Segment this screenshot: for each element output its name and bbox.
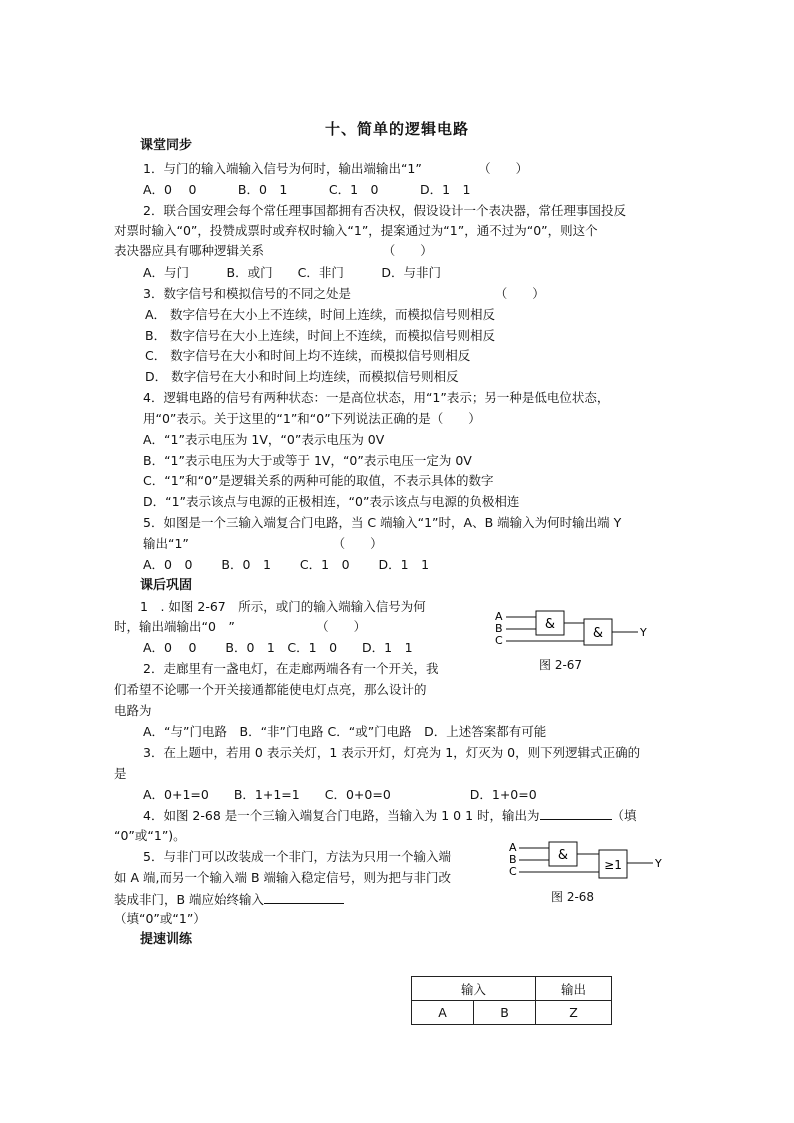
figure-2-68-diagram bbox=[505, 838, 670, 884]
p4-fill-hint: （填 bbox=[611, 808, 637, 823]
q5-text-line2: 输出“1” （ ） bbox=[143, 536, 383, 551]
fig67-label-y: Y bbox=[640, 626, 647, 639]
fig68-label-a: A bbox=[509, 841, 517, 854]
p4-answer-blank[interactable] bbox=[540, 806, 612, 820]
p3-text-line1: 3．在上题中，若用 0 表示关灯，1 表示开灯，灯亮为 1，灯灭为 0，则下列逻辑式正确的 bbox=[143, 745, 641, 760]
q3-text: 3．数字信号和模拟信号的不同之处是 （ ） bbox=[143, 286, 545, 301]
q4-option-a: A．“1”表示电压为 1V，“0”表示电压为 0V bbox=[143, 432, 385, 447]
p5-text: 装成非门，B 端应始终输入 bbox=[114, 892, 265, 907]
q4-text-line1: 4．逻辑电路的信号有两种状态：一是高位状态，用“1”表示；另一种是低电位状态， bbox=[143, 390, 610, 405]
fig68-label-b: B bbox=[509, 853, 517, 866]
fig67-label-b: B bbox=[495, 622, 503, 635]
truth-table-col-b: B bbox=[474, 1001, 536, 1025]
fig68-label-y: Y bbox=[655, 857, 662, 870]
truth-table-header-output: 输出 bbox=[536, 977, 612, 1001]
figure-2-68-caption: 图 2-68 bbox=[551, 890, 595, 904]
fig68-gate1-symbol: & bbox=[557, 848, 569, 863]
p2-text-line3: 电路为 bbox=[114, 703, 152, 718]
q2-text-line2: 对票时输入“0”，投赞成票时或弃权时输入“1”，提案通过为“1”，通不过为“0”，则这个 bbox=[114, 223, 598, 238]
fig68-gate2-symbol: ≥1 bbox=[604, 858, 622, 872]
section-heading-speed-training: 提速训练 bbox=[140, 932, 193, 947]
p1-text-line2: 时，输出端输出“0 ” （ ） bbox=[114, 619, 367, 634]
q4-option-b: B．“1”表示电压为大于或等于 1V，“0”表示电压一定为 0V bbox=[143, 453, 472, 468]
fig67-label-c: C bbox=[495, 634, 503, 647]
truth-table-header-row bbox=[412, 977, 612, 1001]
page-title: 十、简单的逻辑电路 bbox=[324, 120, 469, 138]
truth-table-header-input: 输入 bbox=[412, 977, 536, 1001]
q1-text: 1．与门的输入端输入信号为何时，输出端输出“1” （ ） bbox=[143, 161, 529, 176]
p5-text-line2: 如 A 端,而另一个输入端 B 端输入稳定信号，则为把与非门改 bbox=[114, 870, 451, 885]
section-heading-classroom: 课堂同步 bbox=[140, 138, 193, 153]
p3-text-line2: 是 bbox=[114, 766, 127, 781]
p1-options: A．0 0 B．0 1 C．1 0 D．1 1 bbox=[143, 640, 413, 655]
fig68-label-c: C bbox=[509, 865, 517, 878]
q2-text-line1: 2．联合国安理会每个常任理事国都拥有否决权，假设设计一个表决器，常任理事国投反 bbox=[143, 203, 626, 218]
truth-table-col-z: Z bbox=[536, 1001, 612, 1025]
figure-2-67-caption: 图 2-67 bbox=[539, 658, 583, 672]
q4-text-line2: 用“0”表示。关于这里的“1”和“0”下列说法正确的是（ ） bbox=[143, 411, 481, 426]
p5-text-line4: （填“0”或“1”） bbox=[114, 911, 206, 926]
p5-text-line3 bbox=[114, 890, 344, 909]
p5-text-line1: 5．与非门可以改装成一个非门，方法为只用一个输入端 bbox=[143, 849, 451, 864]
p4-text-line2: “0”或“1”)。 bbox=[114, 828, 186, 843]
fig67-gate2-symbol: & bbox=[592, 626, 604, 641]
section-heading-after-class: 课后巩固 bbox=[140, 578, 193, 593]
q2-text-line3: 表决器应具有哪种逻辑关系 （ ） bbox=[114, 243, 433, 258]
q5-options: A．0 0 B．0 1 C．1 0 D．1 1 bbox=[143, 557, 430, 572]
p4-text: 4．如图 2-68 是一个三输入端复合门电路，当输入为 1 0 1 时，输出为 bbox=[143, 808, 540, 823]
q1-options: A．0 0 B．0 1 C．1 0 D．1 1 bbox=[143, 182, 471, 197]
q5-text-line1: 5．如图是一个三输入端复合门电路，当 C 端输入“1”时，A、B 端输入为何时输出端 Y bbox=[143, 515, 622, 530]
q3-option-a: A． 数字信号在大小上不连续，时间上连续，而模拟信号则相反 bbox=[145, 307, 496, 322]
p2-text-line2: 们希望不论哪一个开关接通都能使电灯点亮，那么设计的 bbox=[114, 682, 427, 697]
q4-option-d: D．“1”表示该点与电源的正极相连，“0”表示该点与电源的负极相连 bbox=[143, 494, 520, 509]
q3-option-b: B． 数字信号在大小上连续，时间上不连续，而模拟信号则相反 bbox=[145, 328, 496, 343]
truth-table-col-row bbox=[412, 1001, 612, 1025]
p2-text-line1: 2．走廊里有一盏电灯，在走廊两端各有一个开关，我 bbox=[143, 661, 439, 676]
p4-text-line1 bbox=[143, 806, 637, 825]
p2-options: A．“与”门电路 B．“非”门电路 C．“或”门电路 D．上述答案都有可能 bbox=[143, 724, 547, 739]
q4-option-c: C．“1”和“0”是逻辑关系的两种可能的取值，不表示具体的数字 bbox=[143, 473, 494, 488]
truth-table bbox=[411, 976, 612, 1025]
fig67-label-a: A bbox=[495, 610, 503, 623]
p3-options: A．0+1=0 B．1+1=1 C．0+0=0 D．1+0=0 bbox=[143, 787, 537, 802]
truth-table-col-a: A bbox=[412, 1001, 474, 1025]
figure-2-67-diagram bbox=[490, 602, 660, 650]
fig67-gate1-symbol: & bbox=[544, 617, 556, 632]
q3-option-c: C． 数字信号在大小和时间上均不连续，而模拟信号则相反 bbox=[145, 348, 471, 363]
p5-answer-blank[interactable] bbox=[264, 890, 344, 904]
q3-option-d: D． 数字信号在大小和时间上均连续，而模拟信号则相反 bbox=[145, 369, 459, 384]
q2-options: A．与门 B．或门 C．非门 D．与非门 bbox=[143, 265, 441, 280]
p1-text-line1: 1 . 如图 2-67 所示，或门的输入端输入信号为何 bbox=[140, 599, 426, 614]
